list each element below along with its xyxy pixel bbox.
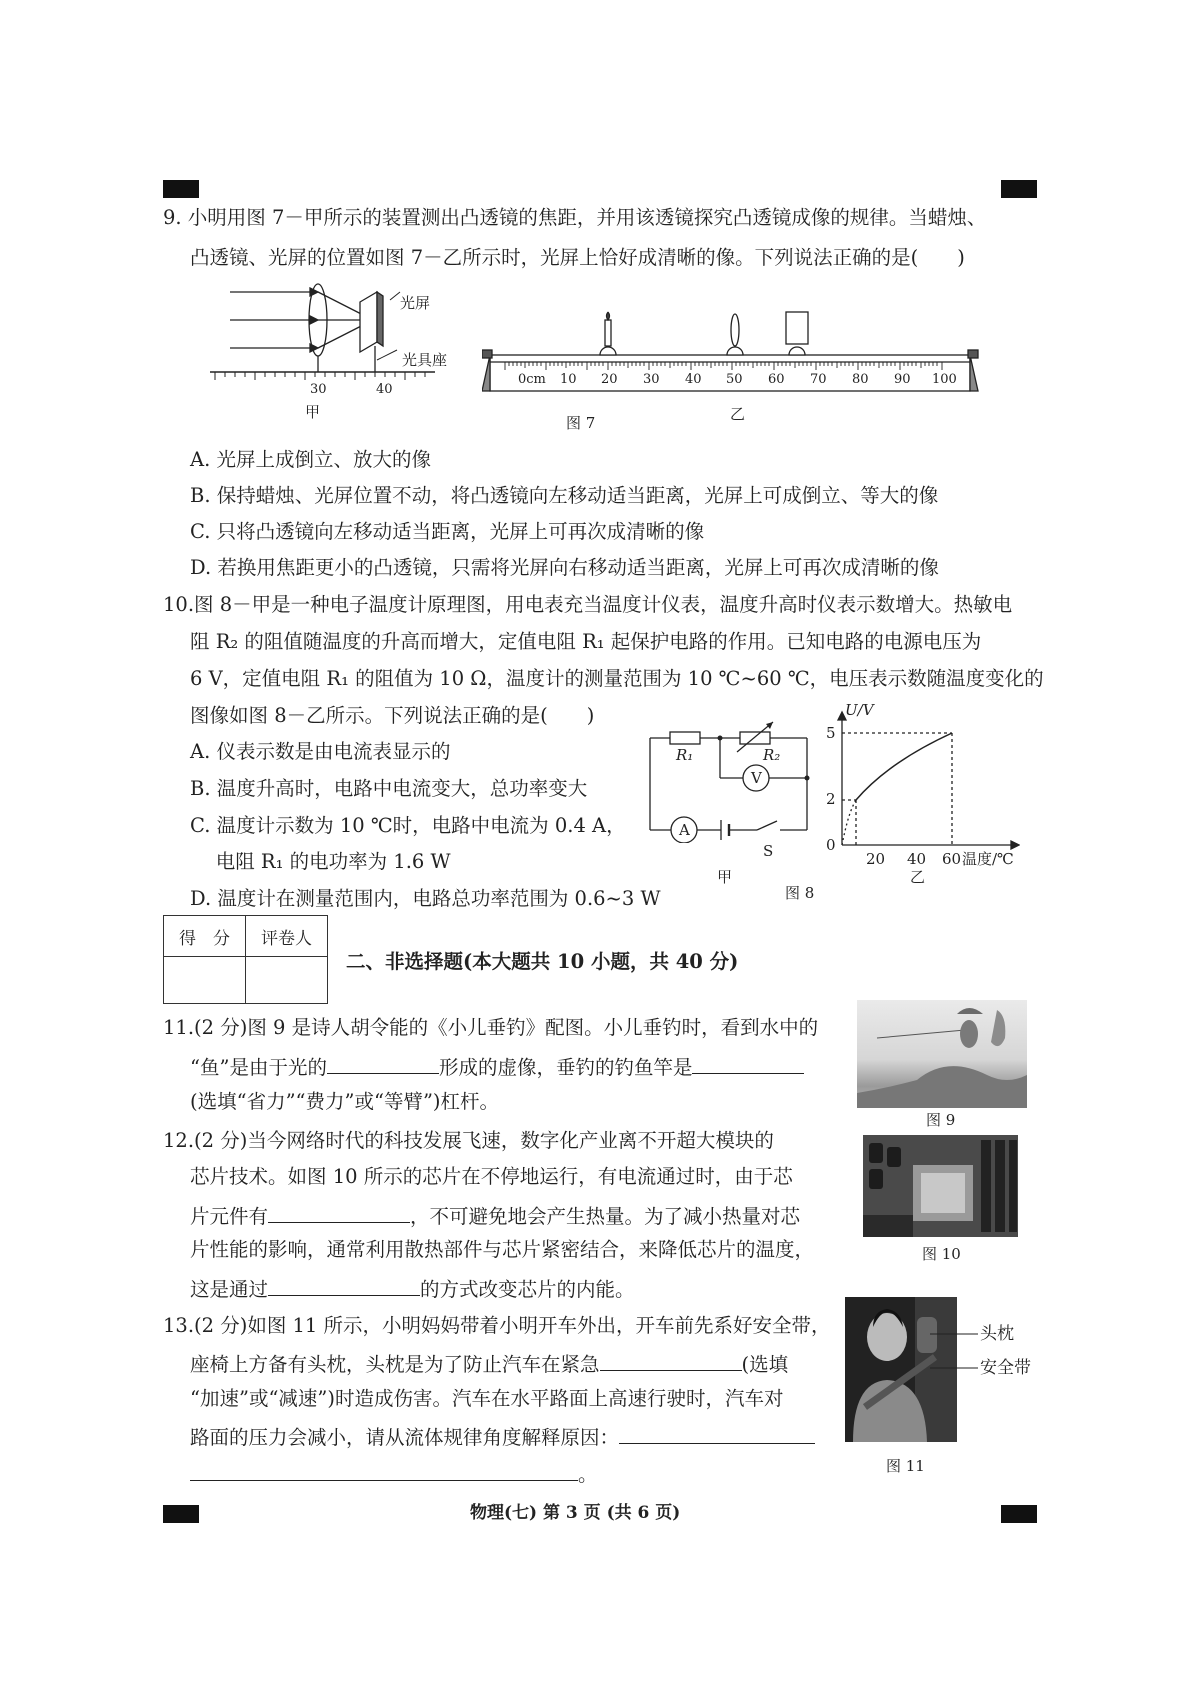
q12-line3 [190, 1204, 800, 1227]
q12-line2: 芯片技术。如图 10 所示的芯片在不停地运行，有电流通过时，由于芯 [190, 1165, 793, 1188]
q11-line3: (选填“省力”“费力”或“等臂”)杠杆。 [190, 1090, 500, 1113]
q13-blank-2-cont[interactable] [190, 1462, 578, 1481]
q9-option-c: C. 只将凸透镜向左移动适当距离，光屏上可再次成清晰的像 [190, 520, 705, 543]
q13-line3: “加速”或“减速”)时造成伤害。汽车在水平路面上高速行驶时，汽车对 [190, 1387, 784, 1410]
graph-xlabel: 温度/℃ [962, 850, 1014, 868]
fig7-caption: 图 7 [566, 414, 596, 432]
q10-option-b: B. 温度升高时，电路中电流变大，总功率变大 [190, 777, 588, 800]
fig7-yi-tick: 90 [894, 372, 911, 387]
q12-blank-2[interactable] [268, 1277, 420, 1296]
q9-line1: 9. 小明用图 7－甲所示的装置测出凸透镜的焦距，并用该透镜探究凸透镜成像的规律。当蜡烛、 [163, 206, 987, 229]
q13-line1: 13.(2 分)如图 11 所示，小明妈妈带着小明开车外出，开车前先系好安全带， [163, 1314, 831, 1337]
q9-line2: 凸透镜、光屏的位置如图 7－乙所示时，光屏上恰好成清晰的像。下列说法正确的是( ) [190, 246, 965, 269]
q13-blank-2[interactable] [619, 1425, 815, 1444]
q12-line4: 片性能的影响，通常利用散热部件与芯片紧密结合，来降低芯片的温度， [190, 1238, 815, 1261]
fig8-yi-caption: 乙 [910, 868, 926, 886]
q13-line2 [190, 1352, 788, 1375]
graph-x40: 40 [907, 850, 927, 868]
q10-line4: 图像如图 8－乙所示。下列说法正确的是( ) [190, 704, 595, 727]
fig8-caption: 图 8 [785, 884, 815, 902]
fig7-yi-tick: 10 [560, 372, 577, 387]
q11-line2-a: “鱼”是由于光的 [190, 1056, 327, 1079]
q10-option-a: A. 仪表示数是由电流表显示的 [190, 740, 451, 763]
fig7-yi-tick: 30 [643, 372, 660, 387]
fig11-label-headrest: 头枕 [980, 1324, 1014, 1344]
graph-ylabel: U/V [845, 701, 874, 719]
q13-line4-text: 路面的压力会减小，请从流体规律角度解释原因： [190, 1426, 620, 1449]
fig9-caption: 图 9 [926, 1111, 956, 1129]
circuit-r1-label: R₁ [676, 746, 694, 764]
q10-line1: 10.图 8－甲是一种电子温度计原理图，用电表充当温度计仪表，温度升高时仪表示数增大。热敏电 [163, 593, 1013, 616]
q9-option-a: A. 光屏上成倒立、放大的像 [190, 448, 431, 471]
fig11-label-seatbelt: 安全带 [980, 1358, 1031, 1378]
q10-option-d: D. 温度计在测量范围内，电路总功率范围为 0.6~3 W [190, 887, 661, 910]
q10-line3: 6 V，定值电阻 R₁ 的阻值为 10 Ω，温度计的测量范围为 10 ℃~60 ℃，电压表示数随温度变化的 [190, 667, 1044, 690]
graph-y2: 2 [826, 790, 836, 808]
graph-origin: 0 [826, 836, 836, 854]
graph-y5: 5 [826, 724, 836, 742]
q13-blank-1[interactable] [600, 1352, 742, 1371]
fig7-yi-tick: 100 [932, 372, 957, 387]
fig7-yi-tick: 60 [768, 372, 785, 387]
circuit-r2-label: R₂ [763, 746, 781, 764]
figure-10-chip-image [863, 1135, 1018, 1237]
q12-line3-b: ，不可避免地会产生热量。为了减小热量对芯 [410, 1205, 801, 1228]
figure-8-jia-circuit [645, 718, 820, 843]
q12-line5 [190, 1277, 635, 1300]
fig7-yi-tick: 0cm [518, 372, 546, 387]
fig7-yi-caption: 乙 [730, 405, 746, 423]
section-2-title: 二、非选择题(本大题共 10 小题，共 40 分) [346, 950, 739, 973]
q11-line2-b: 形成的虚像，垂钓的钓鱼竿是 [438, 1056, 693, 1079]
q13-line5-end: 。 [578, 1463, 598, 1486]
fig7-jia-tick-40: 40 [376, 382, 393, 397]
figure-11-label-lines [930, 1320, 980, 1380]
q9-option-d: D. 若换用焦距更小的凸透镜，只需将光屏向右移动适当距离，光屏上可再次成清晰的像 [190, 556, 939, 579]
score-cell [164, 957, 246, 1004]
fig10-caption: 图 10 [922, 1245, 961, 1263]
figure-8-yi-graph [820, 710, 1020, 850]
q11-blank-1[interactable] [327, 1055, 439, 1074]
fig7-jia-caption: 甲 [305, 403, 321, 421]
q13-line4 [190, 1425, 815, 1448]
fig7-jia-label-bench: 光具座 [402, 351, 448, 369]
fig7-yi-tick: 80 [852, 372, 869, 387]
fig7-yi-tick: 40 [685, 372, 702, 387]
circuit-switch-label: S [763, 842, 774, 860]
q12-blank-1[interactable] [268, 1204, 410, 1223]
q12-line1: 12.(2 分)当今网络时代的科技发展飞速，数字化产业离不开超大模块的 [163, 1129, 774, 1152]
fig8-jia-caption: 甲 [717, 868, 733, 886]
figure-9-fishing-image [857, 1000, 1027, 1108]
grader-header: 评卷人 [246, 916, 328, 957]
q11-line1: 11.(2 分)图 9 是诗人胡令能的《小儿垂钓》配图。小儿垂钓时，看到水中的 [163, 1016, 819, 1039]
circuit-ammeter-label: A [679, 821, 690, 839]
registration-mark-bottom-right [1001, 1505, 1037, 1523]
fig7-jia-label-screen: 光屏 [400, 294, 431, 312]
fig7-yi-tick: 70 [810, 372, 827, 387]
fig7-yi-tick: 20 [601, 372, 618, 387]
score-header: 得 分 [164, 916, 246, 957]
q10-option-c: C. 温度计示数为 10 ℃时，电路中电流为 0.4 A， [190, 814, 626, 837]
q12-line3-a: 片元件有 [190, 1205, 269, 1228]
registration-mark-bottom-left [163, 1505, 199, 1523]
q10-option-c-cont: 电阻 R₁ 的电功率为 1.6 W [190, 850, 451, 873]
q13-line5 [190, 1462, 598, 1485]
page-footer: 物理(七) 第 3 页 (共 6 页) [470, 1503, 681, 1523]
graph-x60: 60 [942, 850, 962, 868]
fig11-caption: 图 11 [886, 1457, 925, 1475]
q10-line2: 阻 R₂ 的阻值随温度的升高而增大，定值电阻 R₁ 起保护电路的作用。已知电路的电源电压为 [190, 630, 982, 653]
q11-line2 [190, 1055, 804, 1078]
q13-line2-b: (选填 [741, 1353, 789, 1376]
q11-blank-2[interactable] [692, 1055, 804, 1074]
fig7-jia-tick-30: 30 [310, 382, 327, 397]
score-table [163, 915, 328, 1004]
fig7-yi-tick: 50 [726, 372, 743, 387]
grader-cell [246, 957, 328, 1004]
registration-mark-top-right [1001, 180, 1037, 198]
registration-mark-top-left [163, 180, 199, 198]
q9-option-b: B. 保持蜡烛、光屏位置不动，将凸透镜向左移动适当距离，光屏上可成倒立、等大的像 [190, 484, 939, 507]
q13-line2-a: 座椅上方备有头枕，头枕是为了防止汽车在紧急 [190, 1353, 600, 1376]
q12-line5-a: 这是通过 [190, 1278, 269, 1301]
q12-line5-b: 的方式改变芯片的内能。 [420, 1278, 635, 1301]
graph-x20: 20 [866, 850, 886, 868]
circuit-voltmeter-label: V [751, 769, 762, 787]
